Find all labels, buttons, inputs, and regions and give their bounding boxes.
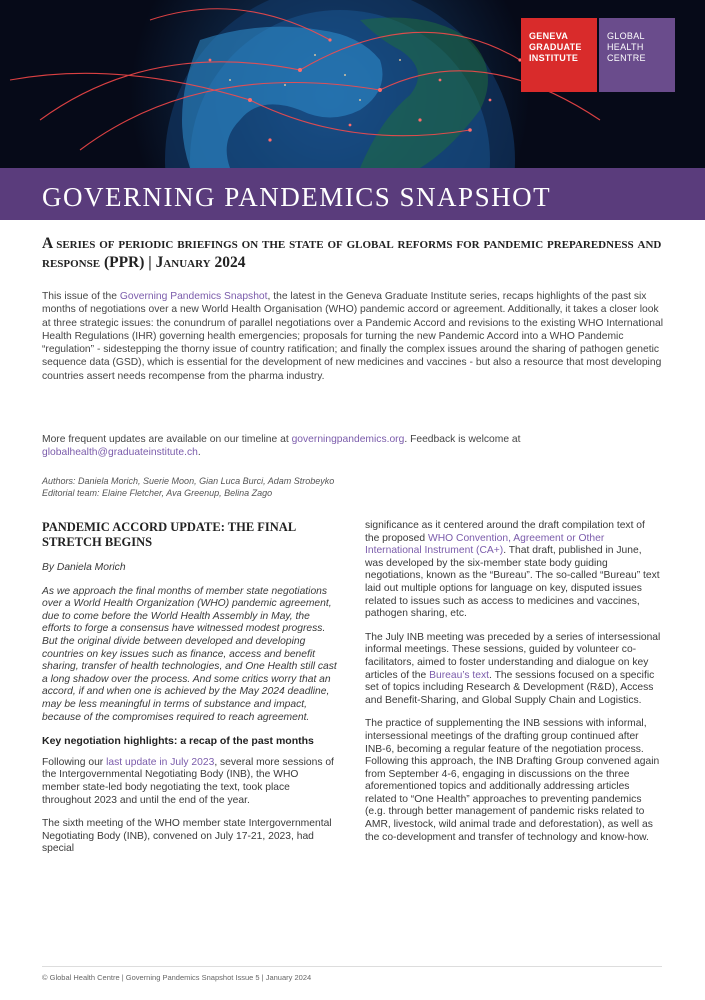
hero-image [0,0,705,168]
last-update-link[interactable]: last update in July 2023 [106,756,215,768]
article-byline: By Daniela Morich [42,562,126,573]
snapshot-link[interactable]: Governing Pandemics Snapshot [119,291,268,302]
logo-group [521,18,675,92]
article-column-right [365,520,661,855]
article-subheading: Key negotiation highlights: a recap of the past months [42,735,314,748]
timeline-link[interactable]: governingpandemics.org [291,434,405,445]
article-heading: PANDEMIC ACCORD UPDATE: THE FINAL STRETCH BEGINS [42,520,296,549]
article-paragraph: significance as it centered around the draft compilation text of the proposed WHO Convention, Agreement or Other International Instrument (CA+). That draft, published in June, was developed by the six-member state body guiding negotiations, known as the “Bureau”. The so-called “Bureau” text laid out multiple options for language on key, disputed issues related to issues such as access to medicines and vaccines, pathogen sharing, etc. [365,520,660,620]
bureau-text-link[interactable]: Bureau’s text [429,669,490,681]
title-banner [0,168,705,220]
article-paragraph: Following our last update in July 2023, several more sessions of the Intergovernmental Negotiating Body (INB), the WHO member state-led body negotiating the text, took place throughout 2023 and until the end of the year. [42,756,334,806]
editorial-team-line: Editorial team: Elaine Fletcher, Ava Greenup, Belina Zago [42,488,273,498]
page-footer: © Global Health Centre | Governing Pandemics Snapshot Issue 5 | January 2024 [42,966,662,982]
authors-line: Authors: Daniela Morich, Suerie Moon, Gian Luca Burci, Adam Strobeyko [42,476,335,486]
ca-plus-link[interactable]: WHO Convention, Agreement or Other International Instrument (CA+) [365,532,605,557]
article-column-left [42,520,338,867]
intro-paragraph: This issue of the Governing Pandemics Snapshot, the latest in the Geneva Graduate Institute series, recaps highlights of the past six months of negotiations over a new World Health Organisation (WHO) pandemic accord or agreement. Additionally, it takes a closer look at three strategic issues: the conundrum of parallel negotiations over a Pandemic Accord and revisions to the existing WHO International Health Regulations (IHR) governing health emergencies; proposals for turning the new Pandemic Accord into a WHO Pandemic “regulation” - sidestepping the thorny issue of country ratification; and finally the complex issues around the sharing of pathogen genetic sequence data (GSD), which is essential for the development of new medicines and vaccines - but also a resource that most developing countries assert needs recompense from the pharma industry. [42,291,664,382]
article-paragraph: The July INB meeting was preceded by a series of intersessional informal meetings. These sessions, guided by volunteer co-facilitators, aimed to foster understanding and dialogue on key articles of the Bureau’s text. The sessions focused on a specific set of topics including Research & Development (R&D), Access and Benefit-Sharing, and Global Supply Chain and Logistics. [365,631,661,706]
article-paragraph: The practice of supplementing the INB sessions with informal, intersessional meetings of the drafting group continued after INB-6, becoming a regular feature of the negotiation process. Following this approach, the INB Drafting Group convened again from September 4-6, engaging in discussions on the three aforementioned topics and additionally addressing articles related to “One Health” approaches to preventing pandemics (e.g. through better management of pandemic risks related to AMR, livestock, wild animal trade and deforestation), as well as the co-development and transfer of technology and know-how. [365,718,660,843]
geneva-graduate-institute-logo[interactable]: GENEVA GRADUATE INSTITUTE [521,18,597,92]
updates-paragraph: More frequent updates are available on our timeline at governingpandemics.org. Feedback is welcome at globalhealth@graduateinstitute.ch. [42,434,521,459]
global-health-centre-logo[interactable]: GLOBAL HEALTH CENTRE [599,18,675,92]
authors-block [42,475,667,499]
email-link[interactable]: globalhealth@graduateinstitute.ch [42,447,198,459]
article-paragraph: The sixth meeting of the WHO member state Intergovernmental Negotiating Body (INB), convened on July 17-21, 2023, had special [42,818,332,855]
article-lead: As we approach the final months of member state negotiations over a World Health Organization (WHO) pandemic agreement, due to come before the World Health Assembly in May, the efforts to forge a consensus have witnessed modest progress. But the original divide between developed and developing countries on key issues such as finance, access and benefit sharing, transfer of health technologies, and One Health still cast a long shadow over the process. And some critics worry that an accord, if and when one is achieved by the May 2024 deadline, may be less meaningful in terms of substance and impact, because of the compromises required to reach agreement. [42,585,337,723]
document-title: GOVERNING PANDEMICS SNAPSHOT [42,182,552,212]
document-subtitle: A series of periodic briefings on the state of global reforms for pandemic preparedness and response (PPR) | January 2024 [42,235,662,271]
